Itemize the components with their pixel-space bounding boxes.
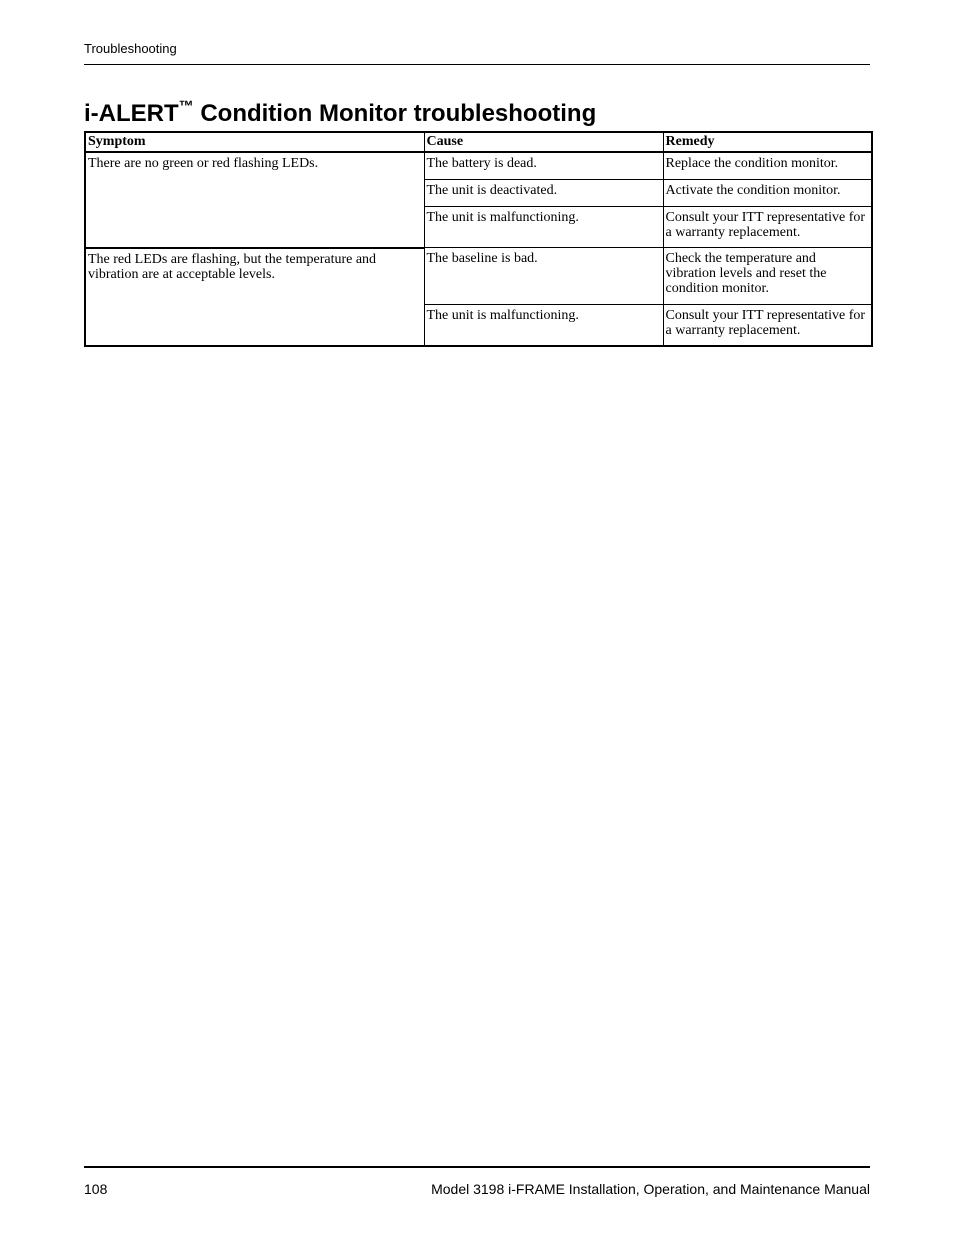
cause-cell: The battery is dead. <box>424 152 663 180</box>
column-header-symptom: Symptom <box>85 132 424 152</box>
troubleshooting-table <box>84 131 873 347</box>
cause-cell: The baseline is bad. <box>424 248 663 305</box>
title-rest: Condition Monitor troubleshooting <box>193 100 597 127</box>
symptom-cell: There are no green or red flashing LEDs. <box>85 152 424 248</box>
remedy-cell: Consult your ITT representative for a warranty replacement. <box>663 207 872 248</box>
remedy-cell: Activate the condition monitor. <box>663 180 872 207</box>
trademark-symbol: ™ <box>178 98 194 115</box>
column-header-remedy: Remedy <box>663 132 872 152</box>
footer-divider <box>84 1166 870 1168</box>
manual-title: Model 3198 i-FRAME Installation, Operation, and Maintenance Manual <box>431 1181 870 1197</box>
table-row <box>85 248 872 305</box>
cause-cell: The unit is malfunctioning. <box>424 305 663 347</box>
cause-cell: The unit is malfunctioning. <box>424 207 663 248</box>
symptom-cell: The red LEDs are flashing, but the temperature and vibration are at acceptable levels. <box>85 248 424 347</box>
section-title <box>84 99 596 129</box>
table-header-row <box>85 132 872 152</box>
cause-cell: The unit is deactivated. <box>424 180 663 207</box>
table-row <box>85 152 872 180</box>
running-header: Troubleshooting <box>84 41 177 56</box>
header-divider <box>84 64 870 65</box>
remedy-cell: Replace the condition monitor. <box>663 152 872 180</box>
column-header-cause: Cause <box>424 132 663 152</box>
page-number: 108 <box>84 1181 108 1197</box>
title-main: i-ALERT <box>84 100 179 127</box>
remedy-cell: Consult your ITT representative for a warranty replacement. <box>663 305 872 347</box>
remedy-cell: Check the temperature and vibration levels and reset the condition monitor. <box>663 248 872 305</box>
